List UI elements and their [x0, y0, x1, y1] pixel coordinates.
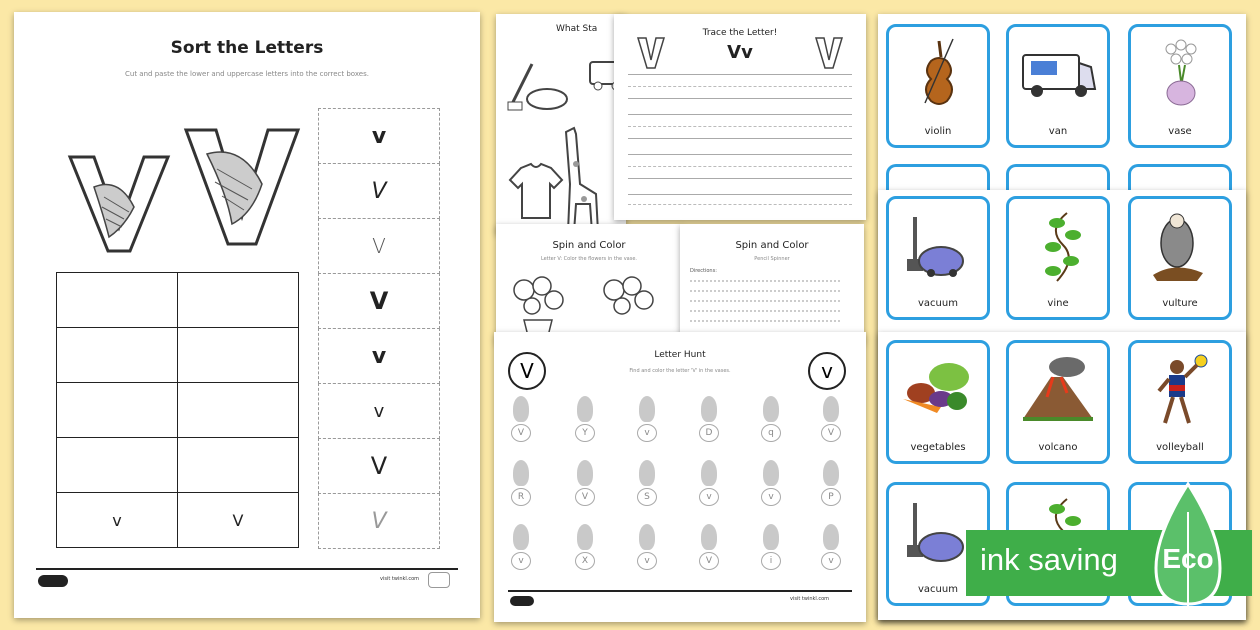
cutout-letter-box: v [318, 108, 440, 164]
hunt-footer-line [508, 590, 852, 592]
cutout-letter-box: V [318, 218, 440, 274]
hunt-vase-letter: v [511, 552, 531, 570]
directions-text-block [690, 280, 840, 330]
word-card-van[interactable] [1006, 24, 1110, 148]
word-card-label: volcano [1038, 442, 1078, 453]
sort-grid-cell [56, 437, 178, 493]
giraffe-drawing-icon [556, 124, 606, 234]
sort-grid-cell [177, 437, 299, 493]
trace-letter-sheet [614, 14, 866, 220]
spin-left-title: Spin and Color [552, 240, 626, 251]
vacuum-icon [901, 495, 971, 565]
spin-right-title: Spin and Color [735, 240, 809, 251]
flower-vase-illustration [510, 276, 566, 336]
trace-guide-line [628, 86, 852, 87]
hunt-vase-letter: v [637, 552, 657, 570]
hunt-vase-letter: v [761, 488, 781, 506]
hunt-vase-letter: P [821, 488, 841, 506]
hunt-vase[interactable] [698, 524, 720, 588]
lowercase-v-eagle-illustration [64, 147, 174, 257]
hunt-vase-letter: V [821, 424, 841, 442]
trace-guide-line [628, 126, 852, 127]
cutout-letter-box: V [318, 163, 440, 219]
trace-sheet-letters: Vv [727, 42, 753, 63]
word-card-violin[interactable] [886, 24, 990, 148]
van-icon [1019, 37, 1099, 107]
hunt-vase-letter: v [699, 488, 719, 506]
hunt-vase[interactable] [698, 460, 720, 524]
word-card-label: van [1048, 126, 1068, 137]
hunt-vase-letter: V [511, 424, 531, 442]
volcano-icon [1017, 353, 1097, 423]
trace-guide-line [628, 204, 852, 205]
word-card-volleyball[interactable] [1128, 340, 1232, 464]
sort-grid-cell-uppercase: V [177, 492, 299, 548]
twinkl-logo [38, 575, 68, 587]
flower-vase-illustration [600, 276, 656, 336]
trace-guide-line [628, 138, 852, 139]
word-card-label: violin [924, 126, 952, 137]
sort-grid-cell [56, 272, 178, 328]
what-starts-sheet [496, 14, 626, 234]
hunt-vase[interactable] [574, 396, 596, 460]
trace-guide-line [628, 114, 852, 115]
cutout-letter-box: v [318, 328, 440, 384]
cutout-letter-box: V [318, 438, 440, 494]
sort-grid-cell [56, 382, 178, 438]
hunt-footer-url: visit twinkl.com [790, 596, 830, 602]
word-card-vegetables[interactable] [886, 340, 990, 464]
sort-grid-cell-lowercase: v [56, 492, 178, 548]
hunt-vase-letter: X [575, 552, 595, 570]
hunt-vase[interactable] [510, 396, 532, 460]
trace-guide-line [628, 154, 852, 155]
vine-icon [1027, 209, 1091, 285]
hunt-vase-letter: V [575, 488, 595, 506]
trace-guide-line [628, 98, 852, 99]
sort-sheet-title: Sort the Letters [170, 38, 324, 58]
hunt-vase[interactable] [820, 460, 842, 524]
word-card-label: vase [1168, 126, 1192, 137]
uppercase-v-eagle-illustration [182, 124, 302, 249]
hunt-vase[interactable] [574, 524, 596, 588]
hunt-vase[interactable] [636, 524, 658, 588]
footer-badge-icon [428, 572, 450, 588]
hunt-vase-letter: R [511, 488, 531, 506]
trace-guide-line [628, 194, 852, 195]
hunt-vase-letter: S [637, 488, 657, 506]
vulture-icon [1145, 209, 1215, 285]
vacuum-icon [901, 209, 971, 279]
hunt-vase[interactable] [510, 460, 532, 524]
word-card-label: vacuum [918, 298, 958, 309]
sort-sheet-footer-line [36, 568, 458, 570]
cutout-letter-box: v [318, 383, 440, 439]
twinkl-logo [510, 596, 534, 606]
hunt-vase[interactable] [820, 524, 842, 588]
sort-sheet-footer-url: visit twinkl.com [380, 576, 420, 582]
hunt-vase-letter: Y [575, 424, 595, 442]
hunt-vase[interactable] [510, 524, 532, 588]
what-sheet-title: What Sta [556, 24, 598, 34]
word-card-vine[interactable] [1006, 196, 1110, 320]
sort-letters-sheet [14, 12, 480, 618]
hunt-big-uppercase: V [508, 352, 546, 390]
hunt-vase[interactable] [760, 524, 782, 588]
vase-icon [1149, 37, 1213, 107]
word-card-label: vegetables [910, 442, 966, 453]
word-card-vase[interactable] [1128, 24, 1232, 148]
word-card-label: vine [1047, 298, 1069, 309]
cutout-letter-box: V [318, 493, 440, 549]
vegetables-icon [897, 353, 977, 423]
sort-grid-cell [177, 382, 299, 438]
v-corner-illustration-right [814, 36, 844, 70]
cutout-letter-box: V [318, 273, 440, 329]
hunt-vase-letter: v [637, 424, 657, 442]
letter-hunt-sheet [494, 332, 866, 622]
hunt-vase[interactable] [636, 396, 658, 460]
hunt-vase-letter: D [699, 424, 719, 442]
eco-label: Eco [1162, 543, 1214, 574]
hunt-vase[interactable] [820, 396, 842, 460]
volleyball-player-icon [1147, 353, 1217, 429]
word-card-vacuum[interactable] [886, 196, 990, 320]
hunt-vase[interactable] [636, 460, 658, 524]
hunt-vase-letter: i [761, 552, 781, 570]
word-card-label: vacuum [918, 584, 958, 595]
hunt-sheet-instruction: Find and color the letter 'V' in the vases. [629, 368, 731, 374]
spin-left-subtitle: Letter V: Color the flowers in the vase. [540, 256, 637, 262]
hunt-vase[interactable] [698, 396, 720, 460]
hunt-big-lowercase: v [808, 352, 846, 390]
sort-grid-cell [56, 327, 178, 383]
hunt-sheet-title: Letter Hunt [654, 350, 706, 360]
trace-guide-line [628, 166, 852, 167]
trace-guide-line [628, 178, 852, 179]
word-card-label: volleyball [1156, 442, 1204, 453]
hunt-vase-letter: q [761, 424, 781, 442]
ink-saving-text: ink saving [980, 542, 1118, 577]
sort-sheet-instruction: Cut and paste the lower and uppercase letters into the correct boxes. [125, 70, 369, 78]
spin-color-sheet-right [680, 224, 864, 344]
word-card-volcano[interactable] [1006, 340, 1110, 464]
hunt-vase[interactable] [574, 460, 596, 524]
sort-grid-cell [177, 327, 299, 383]
sort-grid-cell [177, 272, 299, 328]
word-card-label: vulture [1162, 298, 1198, 309]
vacuum-drawing-icon [502, 54, 572, 114]
trace-guide-line [628, 74, 852, 75]
hunt-vase-letter: v [821, 552, 841, 570]
spin-right-subtitle: Pencil Spinner [754, 256, 790, 262]
hunt-vase-letter: V [699, 552, 719, 570]
word-card-vulture[interactable] [1128, 196, 1232, 320]
hunt-vase[interactable] [760, 396, 782, 460]
spin-color-sheet-left [496, 224, 682, 344]
trace-sheet-title: Trace the Letter! [702, 28, 778, 38]
hunt-vase[interactable] [760, 460, 782, 524]
spin-right-directions: Directions: [690, 268, 717, 274]
v-corner-illustration [636, 36, 666, 70]
violin-icon [907, 37, 971, 107]
